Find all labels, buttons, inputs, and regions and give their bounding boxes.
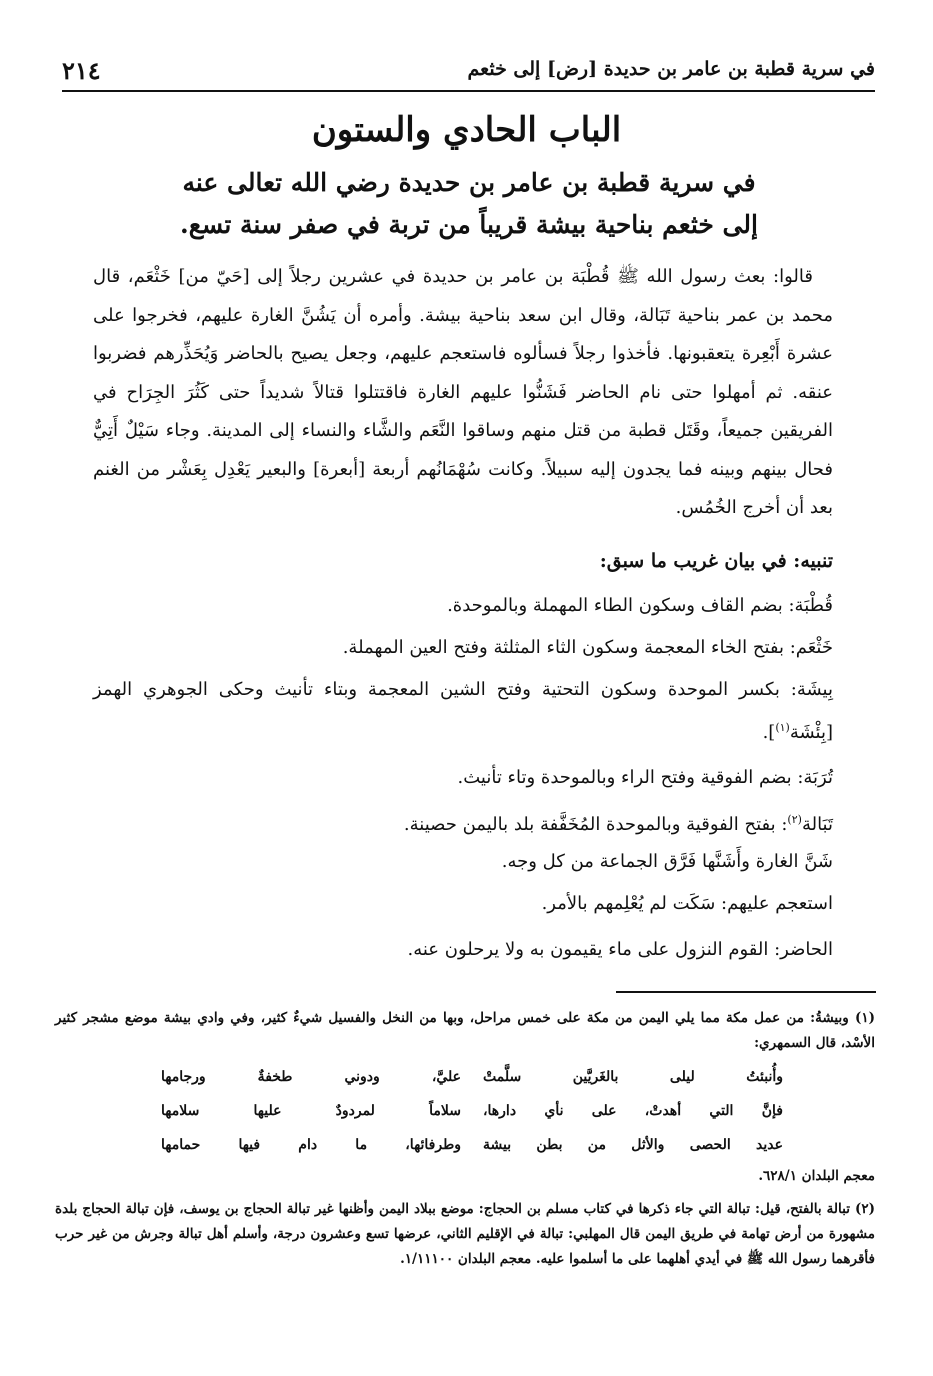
verse-hemistich-first: فإنَّ التي أهدتْ، على نأي دارها، [483,1103,783,1119]
footnote-separator [616,991,876,993]
chapter-title: الباب الحادي والستون [311,110,622,150]
poem-verse [55,1094,875,1128]
footnote-marker-2[interactable]: (٢) [787,813,802,826]
footnote-2: (٢) تبالة بالفتح، قيل: تبالة التي جاء ذكرها في كتاب مسلم بن الحجاج: موضع ببلاد اليمن وأظنها غير تبالة الحجاج بن يوسف، فإن تبالة الحجاج بلدة مشهورة من أرض تهامة في طريق اليمن قال المهلبي: تبالة في الإقليم الثاني، عرضها تسع وعشرون درجة، وأسلم أهل تبالة وجرش من غير حرب فأقرهما رسول الله ﷺ في أيدي أهلهما على ما أسلموا عليه. معجم البلدان ١/١١١٠٠. [55,1201,875,1267]
gloss-shann: شَنَّ الغارة وأَشَنَّها فَرَّق الجماعة من كل وجه. [501,851,833,872]
running-header [62,58,875,90]
footnotes [55,1006,875,1272]
gloss-khatham: خَثْعَم: بفتح الخاء المعجمة وسكون الثاء المثلثة وفتح العين المهملة. [342,637,833,658]
footnote-1: (١) وبيشةُ: من عمل مكة مما يلي اليمن من مكة على خمس مراحل، وبها من النخل والفسيل شيءٌ كثير، وفي وادي بيشة موضع مشجر كثير الأسْد، قال السمهري: [55,1010,875,1051]
footnote-marker-1[interactable]: (١) [775,721,790,734]
chapter-subtitle-line-2: إلى خثعم بناحية بيشة قريباً من تربة في صفر سنة تسع. [180,210,758,239]
footnote-1-reference: معجم البلدان ٦٢٨/١. [758,1168,875,1184]
gloss-qutba: قُطْبَة: بضم القاف وسكون الطاء المهملة وبالموحدة. [447,595,833,616]
gloss-bisha-text: بِيشَة: بكسر الموحدة وسكون التحتية وفتح الشين المعجمة وبتاء تأنيث وحكى الجوهري الهمز [بِئْشَة [93,679,833,743]
gloss-tabala [93,801,833,844]
gloss-tabala-text: : بفتح الفوقية وبالموحدة المُخَفَّفة بلد باليمن حصينة. [403,814,788,835]
verse-hemistich-first: وأُنبئتُ ليلى بالغَريَّين سلَّمتْ [483,1069,783,1085]
body-paragraph: قالوا: بعث رسول الله ﷺ قُطْبَة بن عامر بن حديدة في عشرين رجلاً إلى [حَيّ من] خَثْعَم، قال محمد بن عمر بناحية تَبَالة، وقال ابن سعد بناحية بيشة. وأمره أن يَشُنَّ الغارة عليهم، فخرجوا على عشرة أَبْعِرة يتعقبونها. فأخذوا رجلاً فسألوه فاستعجم عليهم، وجعل يصيح بالحاضر وَيُحَذِّرهم فضربوا عنقه. ثم أمهلوا حتى نام الحاضر فَشَنُّوا عليهم الغارة فاقتتلوا قتالاً شديداً حتى كَثُرَ الجِرَاح في الفريقين جميعاً، وقَتَل قطبة من قتل منهم وساقوا النَّعَم والشَّاء والنساء إلى المدينة. وجاء سَيْلٌ أَتِيٌّ فحال بينهم وبينه فما يجدون إليه سبيلاً. وكانت سُهْمَانُهم أربعة [أبعرة] والبعير يَعْدِل بِعَشْر من الغنم بعد أن أخرج الخُمُس. [93,266,833,518]
gloss-bisha [93,671,833,752]
chapter-subtitle-line-1: في سرية قطبة بن عامر بن حديدة رضي الله تعالى عنه [182,168,756,197]
verse-hemistich-second: وطرفائها، ما دام فيها حمامها [161,1137,461,1153]
gloss-tabala-term: تَبَالة [801,814,833,835]
gloss-turba: تُرَبَة: بضم الفوقية وفتح الراء وبالموحدة وتاء تأنيث. [457,767,833,788]
poem-verse [55,1060,875,1094]
gloss-hadir: الحاضر: القوم النزول على ماء يقيمون به ولا يرحلون عنه. [407,939,833,960]
verse-hemistich-first: عديد الحصى والأثل من بطن بيشة [483,1137,783,1153]
gloss-istajam: استعجم عليهم: سَكَت لم يُعْلِمهم بالأمر. [541,893,833,914]
poem-verses [55,1060,875,1162]
header-rule [62,90,875,92]
main-text [93,258,833,528]
page-number: ٢١٤ [62,56,101,85]
running-title: في سرية قطبة بن عامر بن حديدة [رض] إلى خثعم [467,58,875,80]
verse-hemistich-second: عليَّ، ودوني طخفةٌ ورجامها [161,1069,461,1085]
notice-heading: تنبيه: في بيان غريب ما سبق: [599,550,833,572]
poem-verse [55,1128,875,1162]
gloss-bisha-end: ]. [762,722,776,743]
verse-hemistich-second: سلاماً لمردودٌ عليها سلامها [161,1103,461,1119]
